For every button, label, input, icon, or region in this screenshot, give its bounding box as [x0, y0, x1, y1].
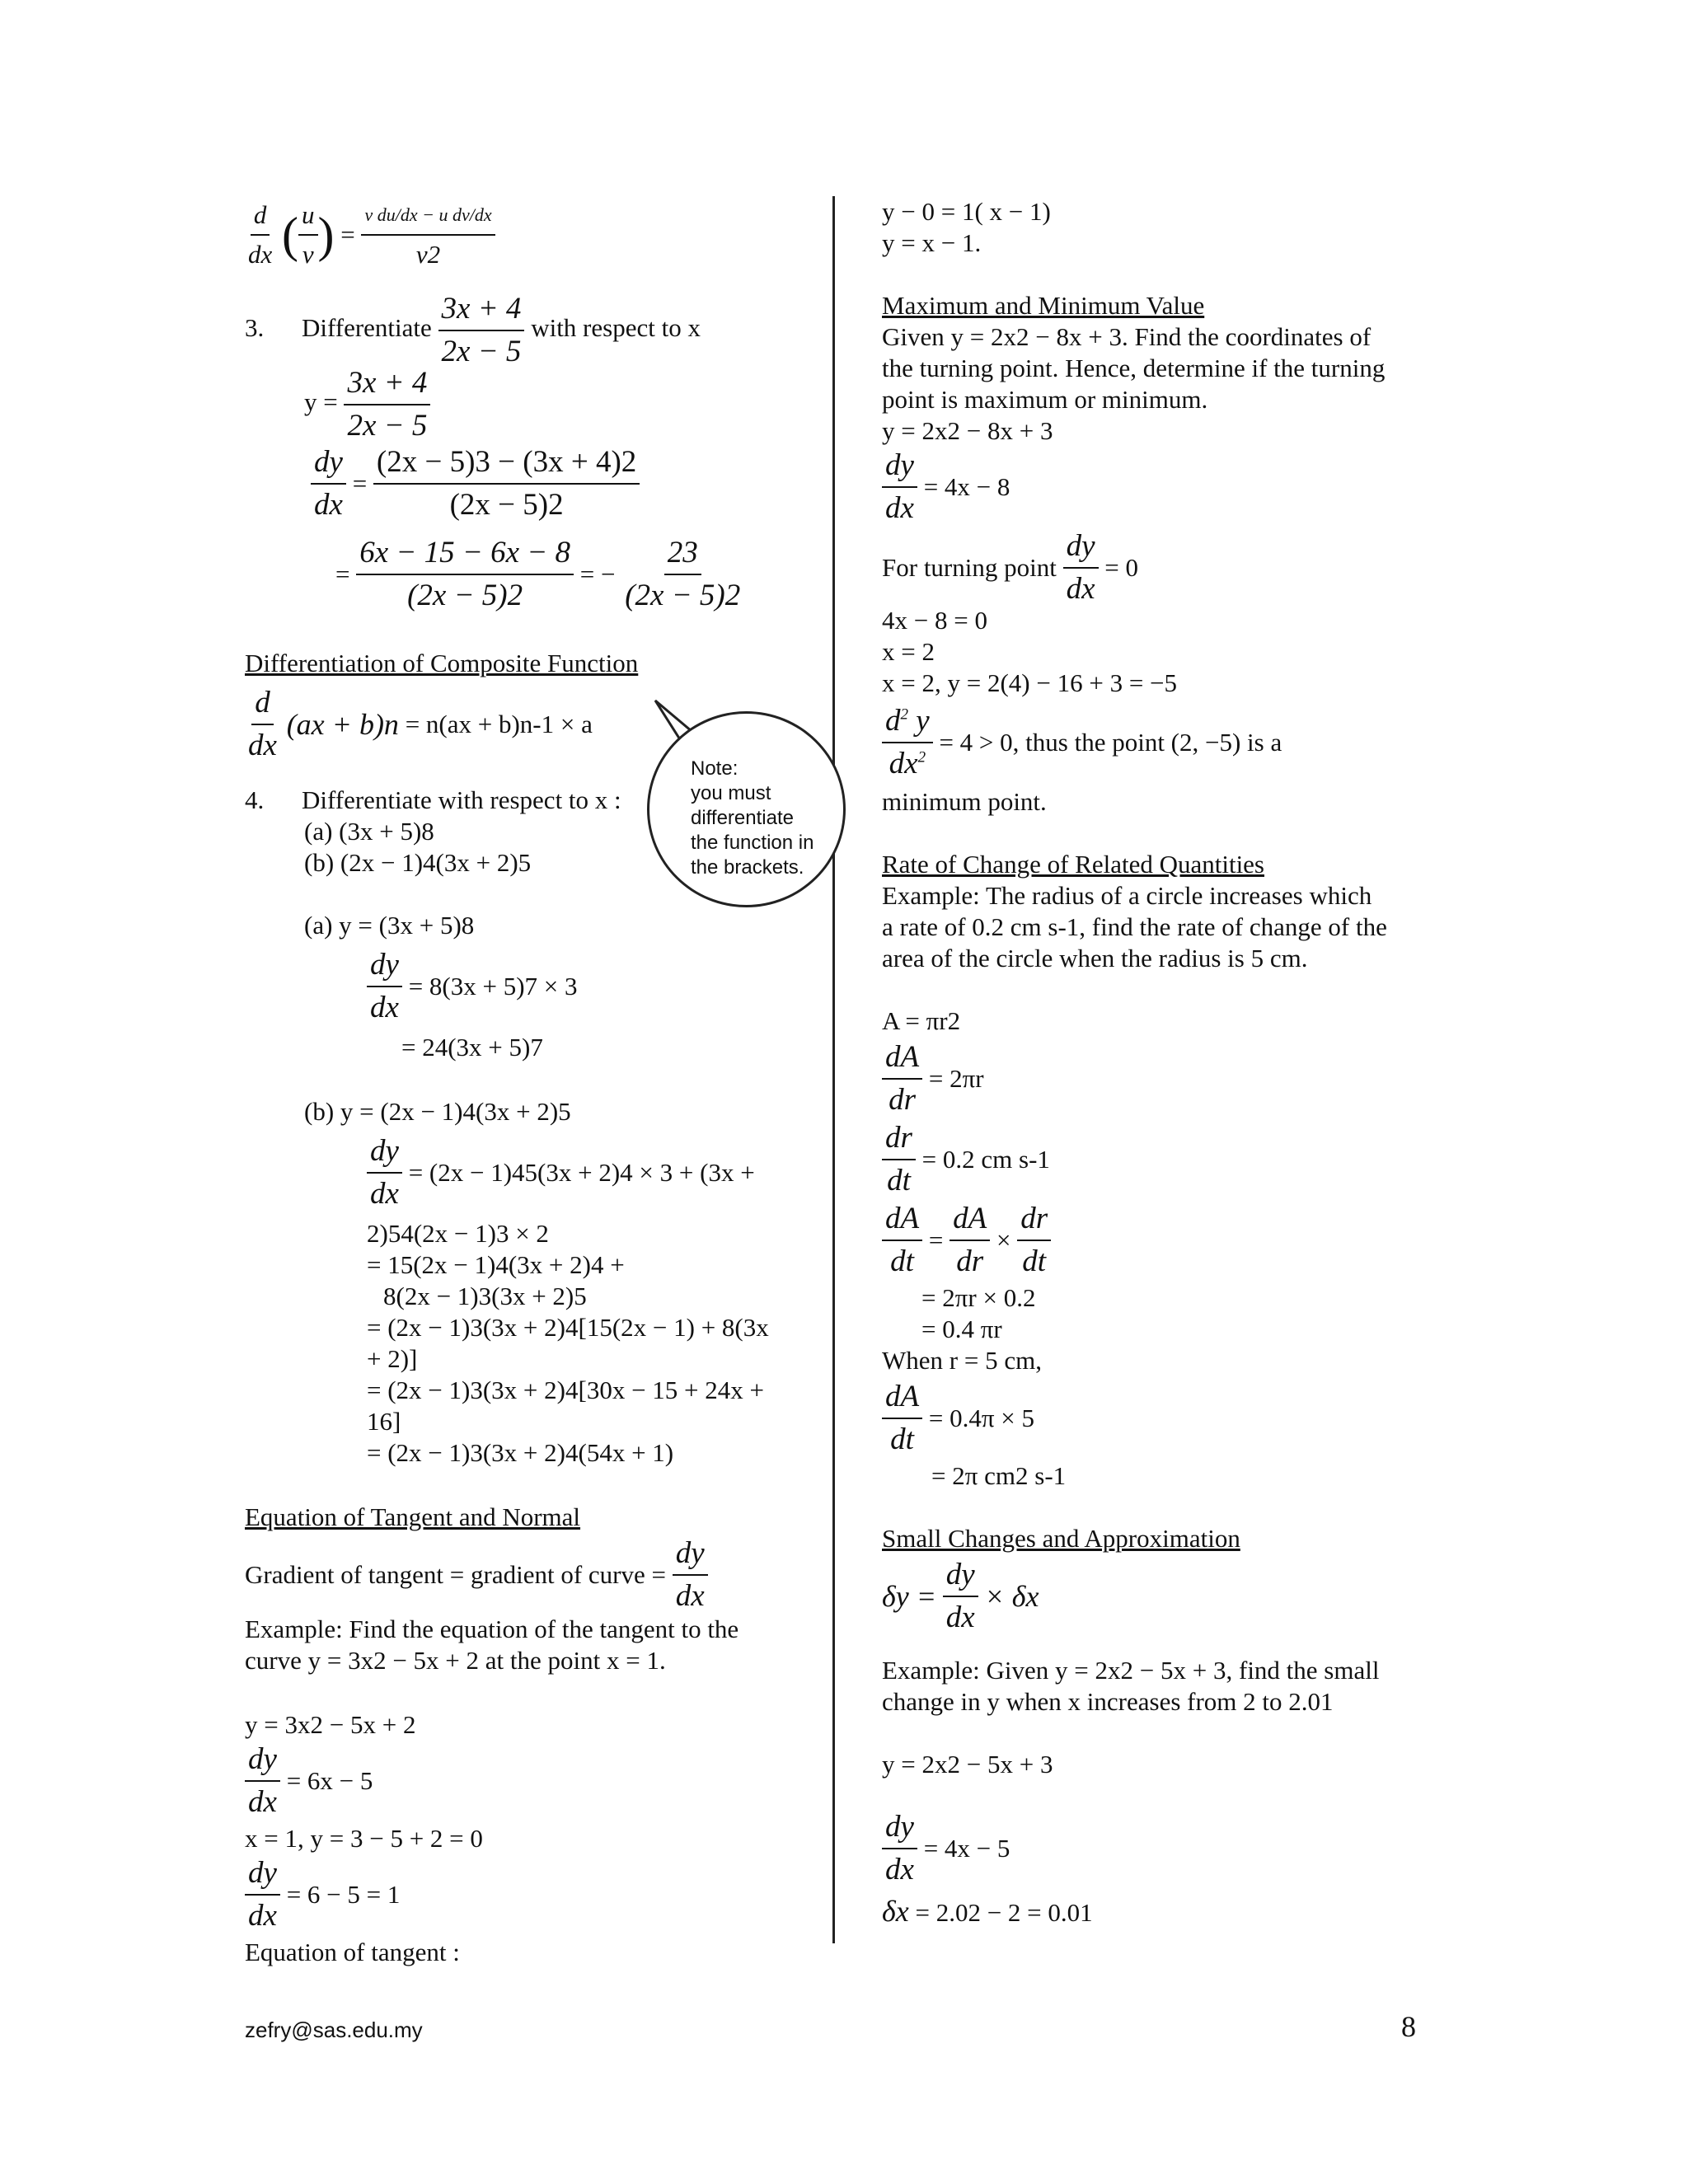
note-bubble-text: Note: you must differentiate the function in the brackets.	[691, 757, 814, 879]
tangent-example-line2: curve y = 3x2 − 5x + 2 at the point x = 1.	[245, 1646, 666, 1675]
solution-b-line1: (b) y = (2x − 1)4(3x + 2)5	[304, 1097, 571, 1126]
solution-b-line2: $\frac{dy}{dx}$ = (2x − 1)45(3x + 2)4 × 3 + (3x +	[367, 1131, 755, 1215]
column-divider	[832, 196, 835, 1943]
q4-part-a: (a) (3x + 5)8	[304, 817, 434, 846]
chain-rule: $\frac{dA}{dt}$ = $\frac{dA}{dr}$ × $\frac{dr}{dt}$	[882, 1198, 1051, 1282]
max-min-line9: x = 2, y = 2(4) − 16 + 3 = −5	[882, 668, 1178, 697]
max-min-line7: 4x − 8 = 0	[882, 606, 987, 635]
dA-dt-value: $\frac{dA}{dt}$ = 0.4π × 5	[882, 1376, 1034, 1460]
solution-b-line4: = 15(2x − 1)4(3x + 2)4 +	[367, 1250, 625, 1279]
quotient-rule-formula: $\frac{d}{dx}$ ( $\frac{u}{v}$ ) = v du/dx − u dv/dx v2	[245, 196, 495, 274]
max-min-line11: minimum point.	[882, 787, 1047, 816]
tangent-step1: y = 3x2 − 5x + 2	[245, 1710, 416, 1739]
small-changes-y: y = 2x2 − 5x + 3	[882, 1750, 1053, 1779]
related-rates-heading: Rate of Change of Related Quantities	[882, 850, 1265, 879]
solution-b-line7: + 2)]	[367, 1344, 418, 1373]
related-rates-result: = 2π cm2 s-1	[931, 1461, 1067, 1490]
tangent-gradient-rule: Gradient of tangent = gradient of curve = $\frac{dy}{dx}$	[245, 1533, 708, 1617]
max-min-derivative: $\frac{dy}{dx}$ = 4x − 8	[882, 445, 1010, 529]
small-changes-formula: δy = $\frac{dy}{dx}$ × δx	[882, 1554, 1039, 1638]
max-min-line4: y = 2x2 − 8x + 3	[882, 416, 1053, 445]
related-rates-when: When r = 5 cm,	[882, 1346, 1042, 1375]
question-4: 4. Differentiate with respect to x :	[245, 785, 621, 814]
tangent-normal-heading: Equation of Tangent and Normal	[245, 1502, 581, 1531]
max-min-line2: the turning point. Hence, determine if the turning	[882, 354, 1386, 382]
small-changes-example2: change in y when x increases from 2 to 2.01	[882, 1687, 1334, 1716]
related-rates-step1: = 2πr × 0.2	[921, 1283, 1036, 1312]
tangent-result-line2: y = x − 1.	[882, 228, 982, 257]
solution-b-line10: = (2x − 1)3(3x + 2)4(54x + 1)	[367, 1438, 674, 1467]
small-changes-delta-x: δx = 2.02 − 2 = 0.01	[882, 1895, 1093, 1928]
small-changes-derivative: $\frac{dy}{dx}$ = 4x − 5	[882, 1807, 1010, 1891]
tangent-result-line1: y − 0 = 1( x − 1)	[882, 197, 1051, 226]
tangent-equation-label: Equation of tangent :	[245, 1938, 460, 1966]
tangent-step2: $\frac{dy}{dx}$ = 6x − 5	[245, 1739, 373, 1823]
related-rates-area: A = πr2	[882, 1006, 961, 1035]
tangent-step4: $\frac{dy}{dx}$ = 6 − 5 = 1	[245, 1853, 400, 1937]
max-min-line8: x = 2	[882, 637, 935, 666]
solution-b-line9: 16]	[367, 1407, 401, 1436]
q3-derivative-step2: = $\frac{6x - 15 - 6x - 8}{(2x - 5)2}$ = − $\frac{23}{(2x - 5)2}$	[335, 532, 743, 616]
q4-part-b: (b) (2x − 1)4(3x + 2)5	[304, 848, 532, 877]
solution-b-line3: 2)54(2x − 1)3 × 2	[367, 1219, 549, 1248]
small-changes-heading: Small Changes and Approximation	[882, 1524, 1240, 1553]
tangent-example-line1: Example: Find the equation of the tangent to the	[245, 1615, 739, 1643]
composite-function-rule: $\frac{d}{dx}$ (ax + b)n = n(ax + b)n-1 × a	[245, 682, 593, 766]
related-rates-line2: a rate of 0.2 cm s-1, find the rate of change of the	[882, 912, 1387, 941]
solution-b-line8: = (2x − 1)3(3x + 2)4[30x − 15 + 24x +	[367, 1376, 765, 1404]
dA-dr: $\frac{dA}{dr}$ = 2πr	[882, 1037, 984, 1121]
turning-point-condition: For turning point $\frac{dy}{dx}$ = 0	[882, 526, 1138, 610]
max-min-line1: Given y = 2x2 − 8x + 3. Find the coordinates of	[882, 322, 1372, 351]
solution-a-line2: $\frac{dy}{dx}$ = 8(3x + 5)7 × 3	[367, 944, 578, 1029]
max-min-heading: Maximum and Minimum Value	[882, 291, 1205, 320]
solution-b-line5: 8(2x − 1)3(3x + 2)5	[383, 1282, 587, 1310]
question-3: 3. Differentiate $\frac{3x + 4}{2x - 5}$ with respect to x	[245, 288, 701, 373]
second-derivative-test: $\frac{d^2 y}{dx^2}$ = 4 > 0, thus the point (2, −5) is a	[882, 701, 1282, 785]
q3-derivative-step1: $\frac{dy}{dx}$ = $\frac{(2x - 5)3 - (3x + 4)2}{(2x - 5)2}$	[311, 442, 640, 526]
solution-a-line1: (a) y = (3x + 5)8	[304, 911, 475, 940]
dr-dt: $\frac{dr}{dt}$ = 0.2 cm s-1	[882, 1118, 1050, 1202]
related-rates-step2: = 0.4 πr	[921, 1315, 1002, 1343]
tangent-step3: x = 1, y = 3 − 5 + 2 = 0	[245, 1824, 483, 1853]
max-min-line3: point is maximum or minimum.	[882, 385, 1208, 414]
page-number: 8	[1401, 2010, 1416, 2043]
small-changes-example1: Example: Given y = 2x2 − 5x + 3, find the small	[882, 1656, 1380, 1685]
solution-a-line3: = 24(3x + 5)7	[401, 1033, 543, 1062]
composite-function-heading: Differentiation of Composite Function	[245, 649, 639, 677]
related-rates-line1: Example: The radius of a circle increases which	[882, 881, 1372, 910]
q3-y-definition: y = $\frac{3x + 4}{2x - 5}$	[304, 363, 430, 447]
solution-b-line6: = (2x − 1)3(3x + 2)4[15(2x − 1) + 8(3x	[367, 1313, 769, 1342]
related-rates-line3: area of the circle when the radius is 5 cm.	[882, 944, 1308, 972]
footer-email: zefry@sas.edu.my	[245, 2018, 423, 2042]
